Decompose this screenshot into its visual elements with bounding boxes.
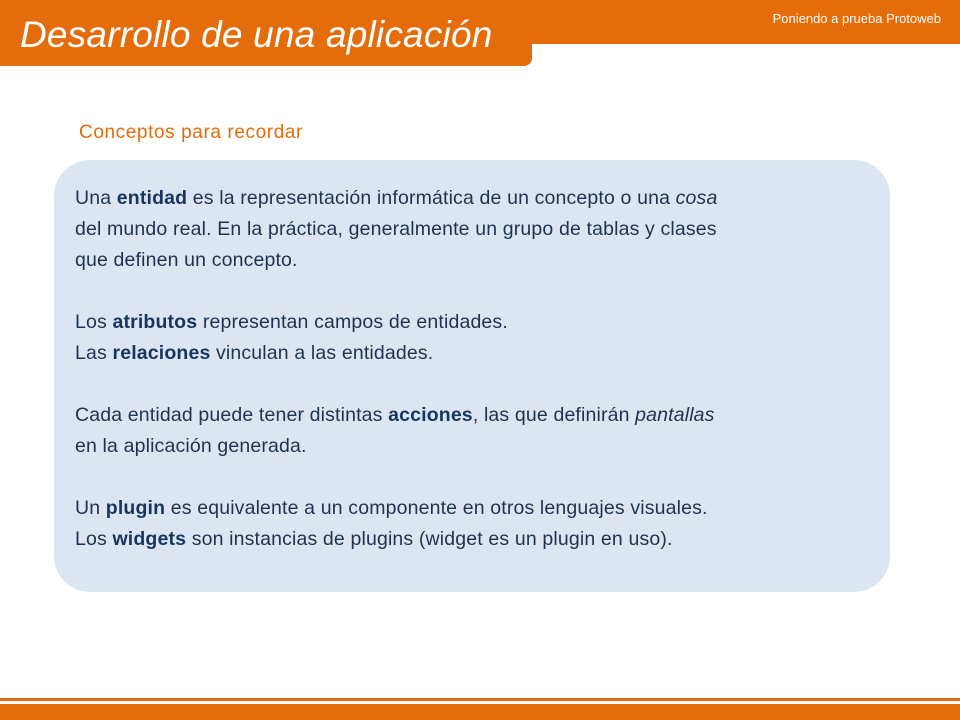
entity-paragraph-line-2: del mundo real. En la práctica, generalmente un grupo de tablas y clases bbox=[75, 218, 717, 240]
attributes-line bbox=[75, 307, 875, 338]
paragraph-gap bbox=[75, 369, 875, 400]
text-span: Los bbox=[75, 528, 113, 550]
text-span: son instancias de plugins (widget es un plugin en uso). bbox=[186, 528, 673, 550]
text-span: es la representación informática de un concepto o una bbox=[187, 187, 676, 209]
footer-bar bbox=[0, 704, 960, 720]
content-text bbox=[75, 183, 875, 555]
entity-paragraph-line-3: que definen un concepto. bbox=[75, 249, 298, 271]
text-span: Las bbox=[75, 342, 113, 364]
term-relaciones: relaciones bbox=[112, 342, 211, 364]
slide-subtitle: Poniendo a prueba Protoweb bbox=[772, 11, 941, 26]
emphasis-cosa: cosa bbox=[675, 187, 718, 209]
section-heading: Conceptos para recordar bbox=[79, 122, 303, 143]
relations-line bbox=[75, 338, 875, 369]
text-span: es equivalente a un componente en otros lenguajes visuales. bbox=[165, 497, 708, 519]
term-atributos: atributos bbox=[112, 311, 198, 333]
text-span: Cada entidad puede tener distintas bbox=[75, 404, 389, 426]
text-span: Un bbox=[75, 497, 106, 519]
text-span: Los bbox=[75, 311, 113, 333]
text-span: representan campos de entidades. bbox=[197, 311, 508, 333]
term-entidad: entidad bbox=[116, 187, 188, 209]
plugin-line bbox=[75, 493, 875, 524]
actions-paragraph-line-2: en la aplicación generada. bbox=[75, 435, 307, 457]
term-widgets: widgets bbox=[112, 528, 187, 550]
text-span: Una bbox=[75, 187, 117, 209]
emphasis-pantallas: pantallas bbox=[635, 404, 715, 426]
slide-title: Desarrollo de una aplicación bbox=[20, 14, 493, 55]
paragraph-gap bbox=[75, 276, 875, 307]
actions-paragraph-line-1 bbox=[75, 400, 875, 431]
paragraph-gap bbox=[75, 462, 875, 493]
text-span: , las que definirán bbox=[472, 404, 636, 426]
term-acciones: acciones bbox=[388, 404, 473, 426]
widgets-line bbox=[75, 524, 875, 555]
term-plugin: plugin bbox=[105, 497, 166, 519]
text-span: vinculan a las entidades. bbox=[210, 342, 434, 364]
footer-line bbox=[0, 698, 960, 701]
entity-paragraph-line-1 bbox=[75, 183, 875, 214]
